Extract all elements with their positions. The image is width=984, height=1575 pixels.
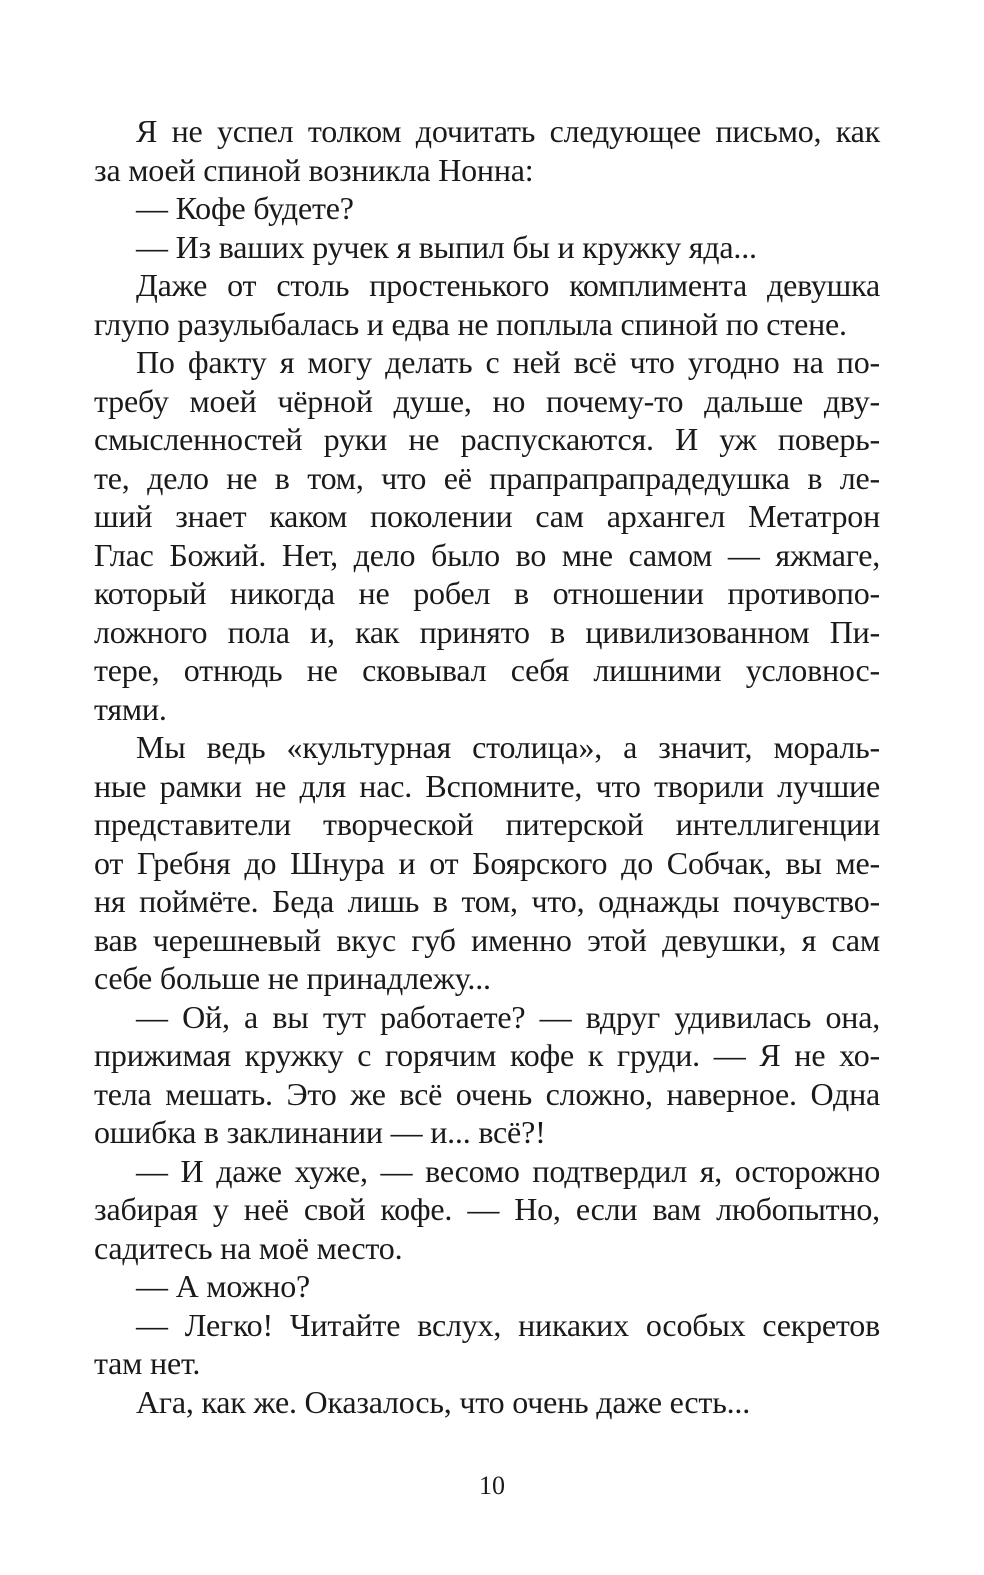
text-line: глупо разулыбалась и едва не поплыла спиной по стене. <box>94 305 847 342</box>
text-line: представители творческой питерской интеллигенции <box>94 806 880 842</box>
text-line: себе больше не принадлежу... <box>94 960 491 996</box>
text-line: прижимая кружку с горячим кофе к груди. — Я не хо- <box>94 1037 880 1073</box>
text-line: те, дело не в том, что её прапрапрапрадедушка в ле- <box>94 459 880 496</box>
text-line: требу моей чёрной душе, но почему-то дальше дву- <box>94 382 880 419</box>
text-line: — Ой, а вы тут работаете? — вдруг удивилась она, <box>136 998 880 1035</box>
text-line: который никогда не робел в отношении противопо- <box>94 575 880 611</box>
text-line: смысленностей руки не распускаются. И уж поверь- <box>94 421 880 457</box>
text-line: тере, отнюдь не сковывал себя лишними условнос- <box>94 652 880 688</box>
text-line: там нет. <box>94 1345 201 1381</box>
text-line: садитесь на моё место. <box>94 1229 403 1266</box>
text-line: Глас Божий. Нет, дело было во мне самом — яжмаге, <box>94 536 880 573</box>
text-line: — Кофе будете? <box>136 190 354 226</box>
text-line: По факту я могу делать с ней всё что угодно на по- <box>136 344 880 380</box>
text-line: Я не успел толком дочитать следующее письмо, как <box>136 113 880 149</box>
text-line: тями. <box>94 690 167 727</box>
text-line: забирая у неё свой кофе. — Но, если вам любопытно, <box>94 1191 880 1227</box>
text-line: ня поймёте. Беда лишь в том, что, однажды почувство- <box>94 883 880 919</box>
book-page-text <box>94 112 880 1421</box>
text-line: вав черешневый вкус губ именно этой девушки, я сам <box>94 921 880 958</box>
text-line: — Легко! Читайте вслух, никаких особых секретов <box>136 1306 880 1343</box>
text-line: ший знает каком поколении сам архангел Метатрон <box>94 498 880 534</box>
page-number: 10 <box>479 1471 505 1500</box>
text-line: — Из ваших ручек я выпил бы и кружку яда... <box>136 228 757 265</box>
text-line: ложного пола и, как принято в цивилизованном Пи- <box>94 613 880 650</box>
text-line: — И даже хуже, — весомо подтвердил я, осторожно <box>136 1152 880 1189</box>
text-line: ные рамки не для нас. Вспомните, что творили лучшие <box>94 767 880 804</box>
text-line: от Гребня до Шнура и от Боярского до Собчак, вы ме- <box>94 844 880 881</box>
text-line: ошибка в заклинании — и... всё?! <box>94 1114 546 1150</box>
text-line: тела мешать. Это же всё очень сложно, наверное. Одна <box>94 1075 880 1112</box>
text-line: Ага, как же. Оказалось, что очень даже есть... <box>136 1383 751 1420</box>
text-line: за моей спиной возникла Нонна: <box>94 151 534 188</box>
text-line: Даже от столь простенького комплимента девушка <box>136 267 880 303</box>
text-line: Мы ведь «культурная столица», а значит, мораль- <box>136 729 880 765</box>
text-line: — А можно? <box>136 1268 311 1304</box>
